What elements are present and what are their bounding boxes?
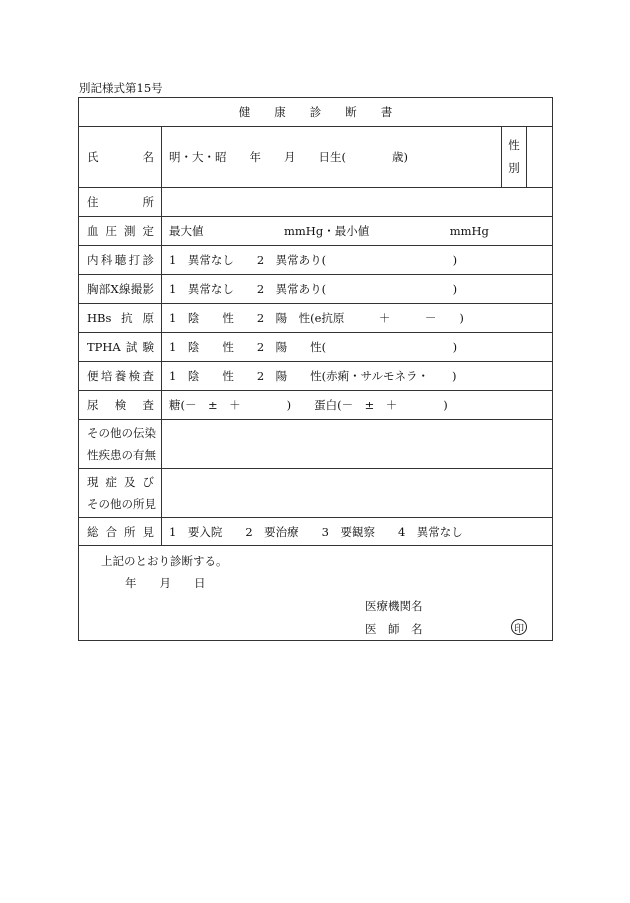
name-field[interactable]: 明・大・昭 年 月 日生( 歳) [162,127,502,188]
overall-findings-field[interactable]: 1 要入院 2 要治療 3 要観察 4 異常なし [162,518,553,546]
certification-block [79,546,553,641]
internal-exam-field[interactable]: 1 異常なし 2 異常あり( ) [162,246,553,275]
overall-findings-label: 総合所見 [79,518,162,546]
blood-pressure-field[interactable]: 最大値 mmHg・最小値 mmHg [162,217,553,246]
medical-institution-label: 医療機関名 [365,599,423,613]
form-number: 別記様式第15号 [79,81,163,95]
stool-culture-label: 便培養検査 [79,362,162,391]
hbs-antigen-field[interactable]: 1 陰 性 2 陽 性(e抗原 ＋ － ) [162,304,553,333]
hbs-antigen-row [79,304,553,333]
certification-date[interactable]: 年 月 日 [125,576,206,590]
seal-icon: 印 [511,619,527,635]
blood-pressure-label: 血圧測定 [79,217,162,246]
doctor-name-label: 医 師 名 [365,622,423,636]
chest-xray-label: 胸部X線撮影 [79,275,162,304]
urine-test-label: 尿 検 査 [79,391,162,420]
chest-xray-row [79,275,553,304]
tpha-field[interactable]: 1 陰 性 2 陽 性( ) [162,333,553,362]
certification-row [79,546,553,641]
overall-findings-row [79,518,553,546]
urine-test-field[interactable]: 糖(－ ± ＋ ) 蛋白(－ ± ＋ ) [162,391,553,420]
health-certificate-form [78,97,553,641]
address-row [79,188,553,217]
certification-statement: 上記のとおり診断する。 [101,554,228,568]
chest-xray-field[interactable]: 1 異常なし 2 異常あり( ) [162,275,553,304]
hbs-antigen-label: HBs抗原 [79,304,162,333]
internal-exam-row [79,246,553,275]
urine-test-row [79,391,553,420]
address-label: 住 所 [79,188,162,217]
name-row [79,127,553,188]
name-label: 氏 名 [79,127,162,188]
address-field[interactable] [162,188,553,217]
sex-label: 性 別 [502,127,527,188]
symptoms-field[interactable] [162,469,553,518]
blood-pressure-row [79,217,553,246]
tpha-row [79,333,553,362]
symptoms-label: 現症及び その他の所見 [79,469,162,518]
form-title-cell [79,98,553,127]
other-disease-row [79,420,553,469]
stool-culture-field[interactable]: 1 陰 性 2 陽 性(赤痢・サルモネラ・ ) [162,362,553,391]
symptoms-row [79,469,553,518]
form-title: 健康診断書 [238,105,417,119]
tpha-label: TPHA試験 [79,333,162,362]
other-disease-label: その他の伝染 性疾患の有無 [79,420,162,469]
stool-culture-row [79,362,553,391]
internal-exam-label: 内科聴打診 [79,246,162,275]
sex-field[interactable] [527,127,553,188]
other-disease-field[interactable] [162,420,553,469]
